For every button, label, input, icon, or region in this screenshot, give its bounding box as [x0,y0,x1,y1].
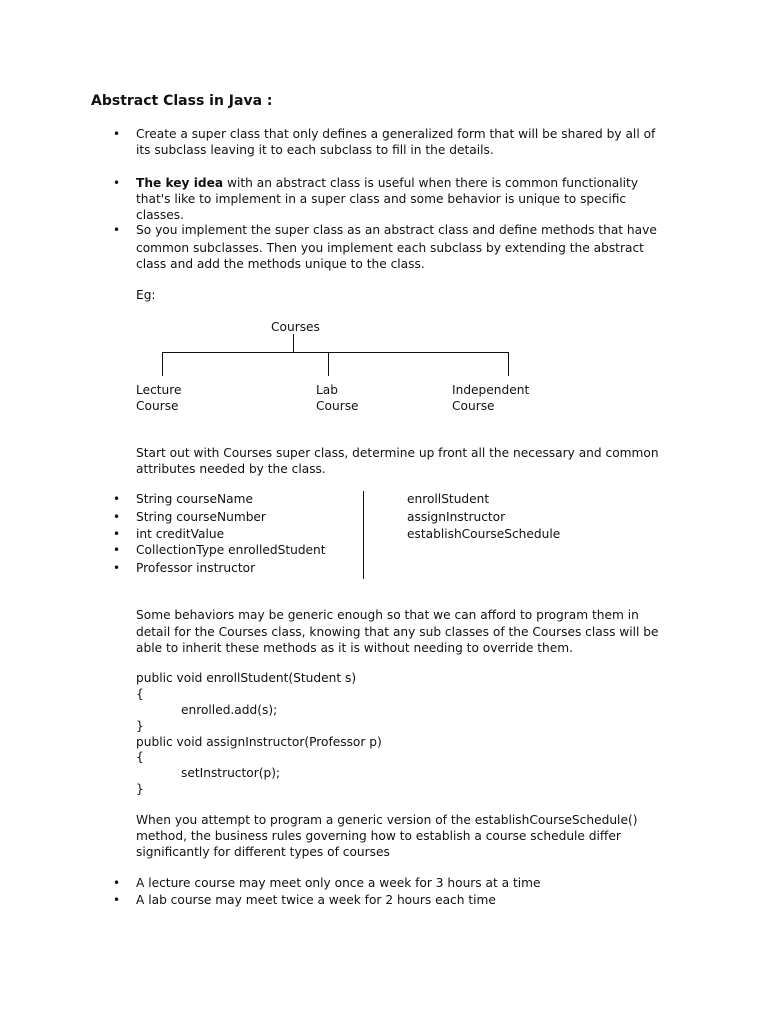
diagram-child-independent-line-1: Independent [452,383,530,397]
bullet-marker: • [113,223,121,237]
final-bullet: A lecture course may meet only once a week for 3 hours at a time [136,876,541,890]
diagram-child-independent-line-2: Course [452,399,495,413]
code-line: enrolled.add(s); [181,703,278,717]
diagram-horizontal-bar [162,352,509,353]
diagram-root-label: Courses [271,320,320,334]
intro-bullet-1-line-2: its subclass leaving it to each subclass to fill in the details. [136,143,494,157]
method-item: establishCourseSchedule [407,527,561,541]
bullet-marker: • [113,561,121,575]
method-item: assignInstructor [407,510,506,524]
diagram-child-lecture-line-2: Course [136,399,179,413]
code-line: } [136,719,144,733]
diagram-child-lab-line-2: Course [316,399,359,413]
attribute-item: Professor instructor [136,561,256,575]
attribute-item: String courseNumber [136,510,266,524]
diagram-root-connector [293,334,294,352]
behaviors-para-line-1: Some behaviors may be generic enough so that we can afford to program them in [136,608,639,622]
page-title: Abstract Class in Java : [91,93,273,109]
code-line: } [136,782,144,796]
intro-bullet-2-line-1 [136,175,638,191]
bullet-marker: • [113,510,121,524]
attribute-item: CollectionType enrolledStudent [136,543,326,557]
bullet-marker: • [113,543,121,557]
method-item: enrollStudent [407,492,490,506]
diagram-child-connector-lab [328,352,329,376]
column-divider [363,491,364,579]
intro-bullet-1-line-1: Create a super class that only defines a generalized form that will be shared by all of [136,127,656,141]
intro-bullet-3-line-2: common subclasses. Then you implement each subclass by extending the abstract [136,241,644,255]
intro-bullet-3-line-1: So you implement the super class as an abstract class and define methods that have [136,223,657,237]
diagram-child-lab-line-1: Lab [316,383,338,397]
final-bullet: A lab course may meet twice a week for 2 hours each time [136,893,496,907]
code-line: { [136,750,144,764]
behaviors-para-line-3: able to inherit these methods as it is without needing to override them. [136,641,574,655]
eg-label: Eg: [136,288,156,302]
code-line: setInstructor(p); [181,766,281,780]
bullet-marker: • [113,492,121,506]
diagram-child-connector-independent [508,352,509,376]
bullet-marker: • [113,127,121,141]
attribute-item: int creditValue [136,527,225,541]
schedule-para-line-3: significantly for different types of courses [136,845,390,859]
start-para-line-1: Start out with Courses super class, determine up front all the necessary and common [136,446,659,460]
bullet-marker: • [113,527,121,541]
code-line: public void enrollStudent(Student s) [136,671,357,685]
key-idea-bold: The key idea [136,176,224,190]
bullet-marker: • [113,876,121,890]
code-line: { [136,687,144,701]
schedule-para-line-1: When you attempt to program a generic version of the establishCourseSchedule() [136,813,638,827]
key-idea-text: with an abstract class is useful when there is common functionality [223,176,639,190]
bullet-marker: • [113,176,121,190]
attribute-item: String courseName [136,492,253,506]
behaviors-para-line-2: detail for the Courses class, knowing that any sub classes of the Courses class will be [136,625,659,639]
diagram-child-lecture-line-1: Lecture [136,383,182,397]
start-para-line-2: attributes needed by the class. [136,462,326,476]
diagram-child-connector-lecture [162,352,163,376]
code-line: public void assignInstructor(Professor p) [136,735,382,749]
intro-bullet-3-line-3: class and add the methods unique to the class. [136,257,425,271]
intro-bullet-2-line-2: that's like to implement in a super class and some behavior is unique to specific [136,192,627,206]
schedule-para-line-2: method, the business rules governing how to establish a course schedule differ [136,829,621,843]
bullet-marker: • [113,893,121,907]
intro-bullet-2-line-3: classes. [136,208,184,222]
